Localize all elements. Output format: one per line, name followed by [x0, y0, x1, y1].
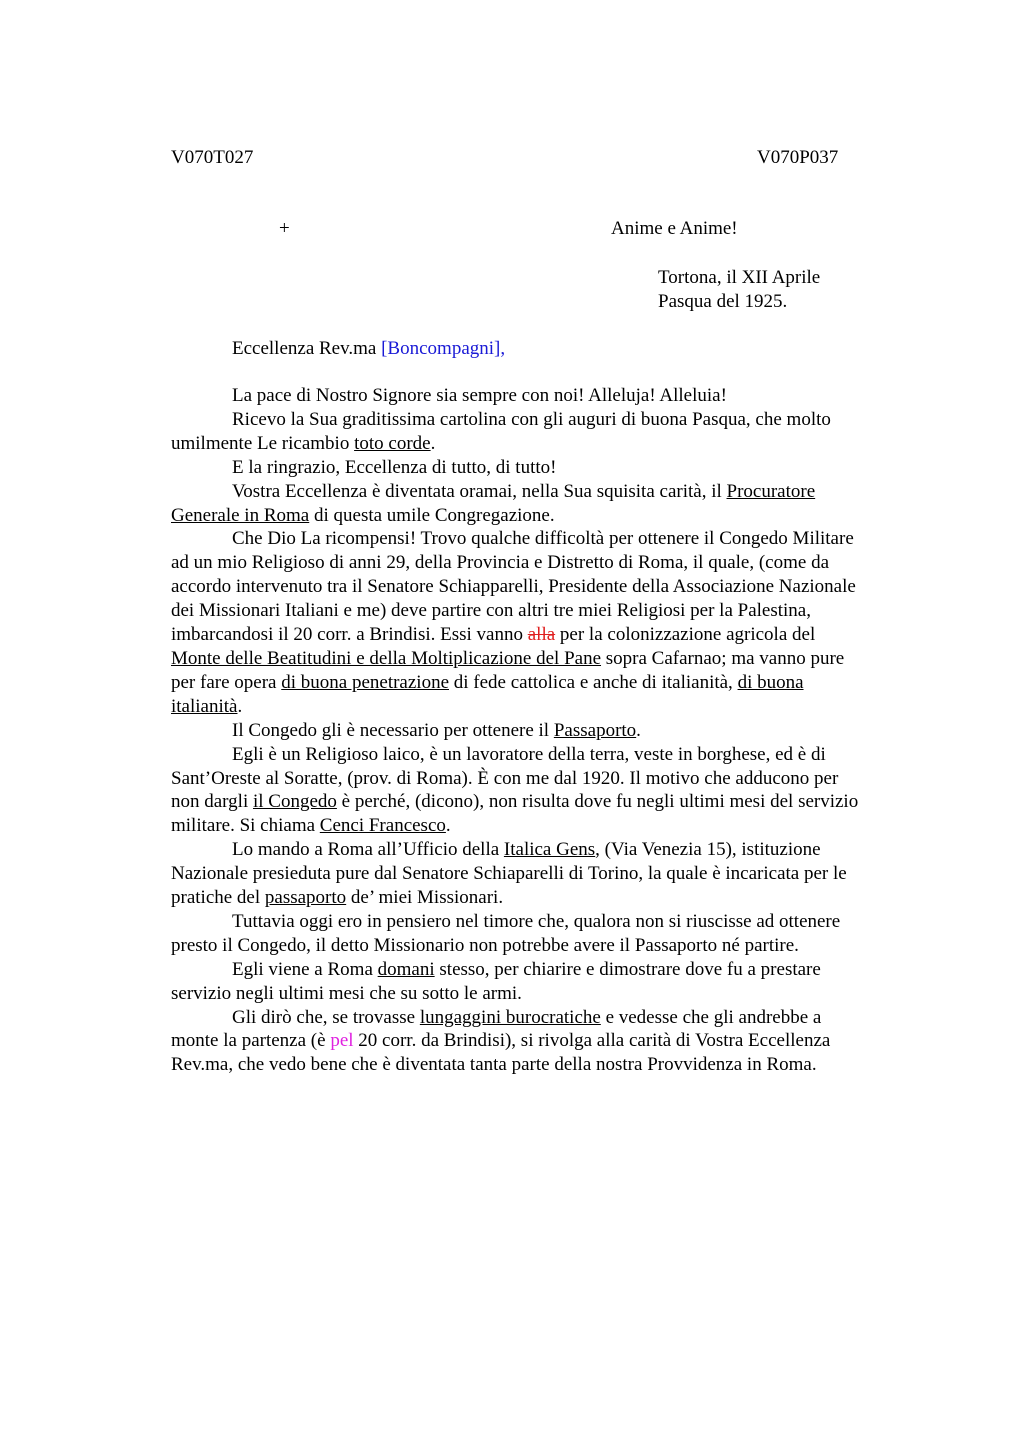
underlined-phrase: toto corde [354, 432, 431, 454]
underlined-phrase: Procuratore [726, 480, 816, 502]
underlined-phrase: Cenci Francesco [319, 815, 446, 837]
salutation [232, 337, 505, 361]
cross-mark: + [279, 218, 290, 239]
underlined-phrase: Italica Gens [503, 839, 596, 861]
document-code-right: V070P037 [757, 147, 839, 168]
paragraph-religious-description: Egli è un Religioso laico, è un lavoratore della terra, veste in borghese, ed è di Sant’Oreste al Soratte, (prov. di Roma). È con me dal 1920. Il motivo che adducono per non dargli il Congedo è perché, (dicono), non risulta dove fu negli ultimi mesi del servizio militare. Si chiama Cenci Francesco. [171, 743, 859, 837]
document-code-left: V070T027 [171, 147, 254, 168]
underlined-phrase: passaporto [264, 887, 347, 909]
underlined-phrase: di buona penetrazione [281, 671, 449, 693]
letter-body [171, 384, 931, 1077]
paragraph-military-leave: Che Dio La ricompensi! Trovo qualche difficoltà per ottenere il Congedo Militare ad un mio Religioso di anni 29, della Provincia e Distretto di Roma, il quale, (come da accordo intervenuto tra il Senatore Schiapparelli, Presidente della Associazione Nazionale dei Missionari Italiani e me) deve partire con altri tre miei Religiosi per la Palestina, imbarcandosi il 20 corr. a Brindisi. Essi vanno alla per la colonizzazione agricola del Monte delle Beatitudini e della Moltiplicazione del Pane sopra Cafarnao; ma vanno pure per fare opera di buona penetrazione di fede cattolica e anche di italianità, di buona italianità. [171, 528, 856, 717]
paragraph-greeting: La pace di Nostro Signore sia sempre con noi! Alleluja! Alleluia! [232, 385, 727, 406]
salutation-comma: , [500, 338, 506, 359]
paragraph-worry: Tuttavia oggi ero in pensiero nel timore che, qualora non si riuscisse ad ottenere presto il Congedo, il detto Missionario non potrebbe avere il Passaporto né partire. [171, 910, 841, 956]
underlined-phrase: lungaggini burocratiche [419, 1006, 601, 1028]
underlined-phrase: di buona [737, 671, 804, 693]
recipient-name: [Boncompagni] [381, 338, 501, 359]
underlined-phrase: domani [377, 958, 435, 980]
paragraph-visit-rome: Egli viene a Roma domani stesso, per chiarire e dimostrare dove fu a prestare servizio negli ultimi mesi che su sotto le armi. [171, 958, 821, 1004]
paragraph-procurator: Vostra Eccellenza è diventata oramai, nella Sua squisita carità, il Procuratore Generale in Roma di questa umile Congregazione. [171, 480, 816, 526]
letter-title: Anime e Anime! [611, 218, 738, 239]
underlined-phrase: Monte delle Beatitudini e della Moltiplicazione del Pane [171, 647, 602, 669]
paragraph-request: Gli dirò che, se trovasse lungaggini burocratiche e vedesse che gli andrebbe a monte la partenza (è pel 20 corr. da Brindisi), si rivolga alla carità di Vostra Eccellenza Rev.ma, che vedo bene che è diventata tanta parte della nostra Provvidenza in Roma. [171, 1006, 831, 1076]
underlined-phrase: il Congedo [252, 791, 337, 813]
paragraph-passport-need: Il Congedo gli è necessario per ottenere il Passaporto. [232, 719, 641, 741]
paragraph-thanks-card: Ricevo la Sua graditissima cartolina con gli auguri di buona Pasqua, che molto umilmente Le ricambio toto corde. [171, 408, 831, 454]
salutation-text: Eccellenza Rev.ma [232, 338, 382, 359]
dateline-easter: Pasqua del 1925. [658, 291, 788, 312]
underlined-phrase: italianità [171, 695, 238, 717]
dateline-place-date: Tortona, il XII Aprile [658, 267, 821, 288]
paragraph-gratitude: E la ringrazio, Eccellenza di tutto, di tutto! [232, 456, 557, 478]
corrected-word: pel [330, 1030, 354, 1052]
underlined-phrase: Passaporto [553, 719, 637, 741]
struck-word: alla [527, 624, 556, 646]
paragraph-italica-gens: Lo mando a Roma all’Ufficio della Italica Gens, (Via Venezia 15), istituzione Nazionale presieduta pure dal Senatore Schiaparelli di Torino, la quale è incaricata per le pratiche del passaporto de’ miei Missionari. [171, 839, 847, 909]
underlined-phrase: Generale in Roma [171, 504, 310, 526]
